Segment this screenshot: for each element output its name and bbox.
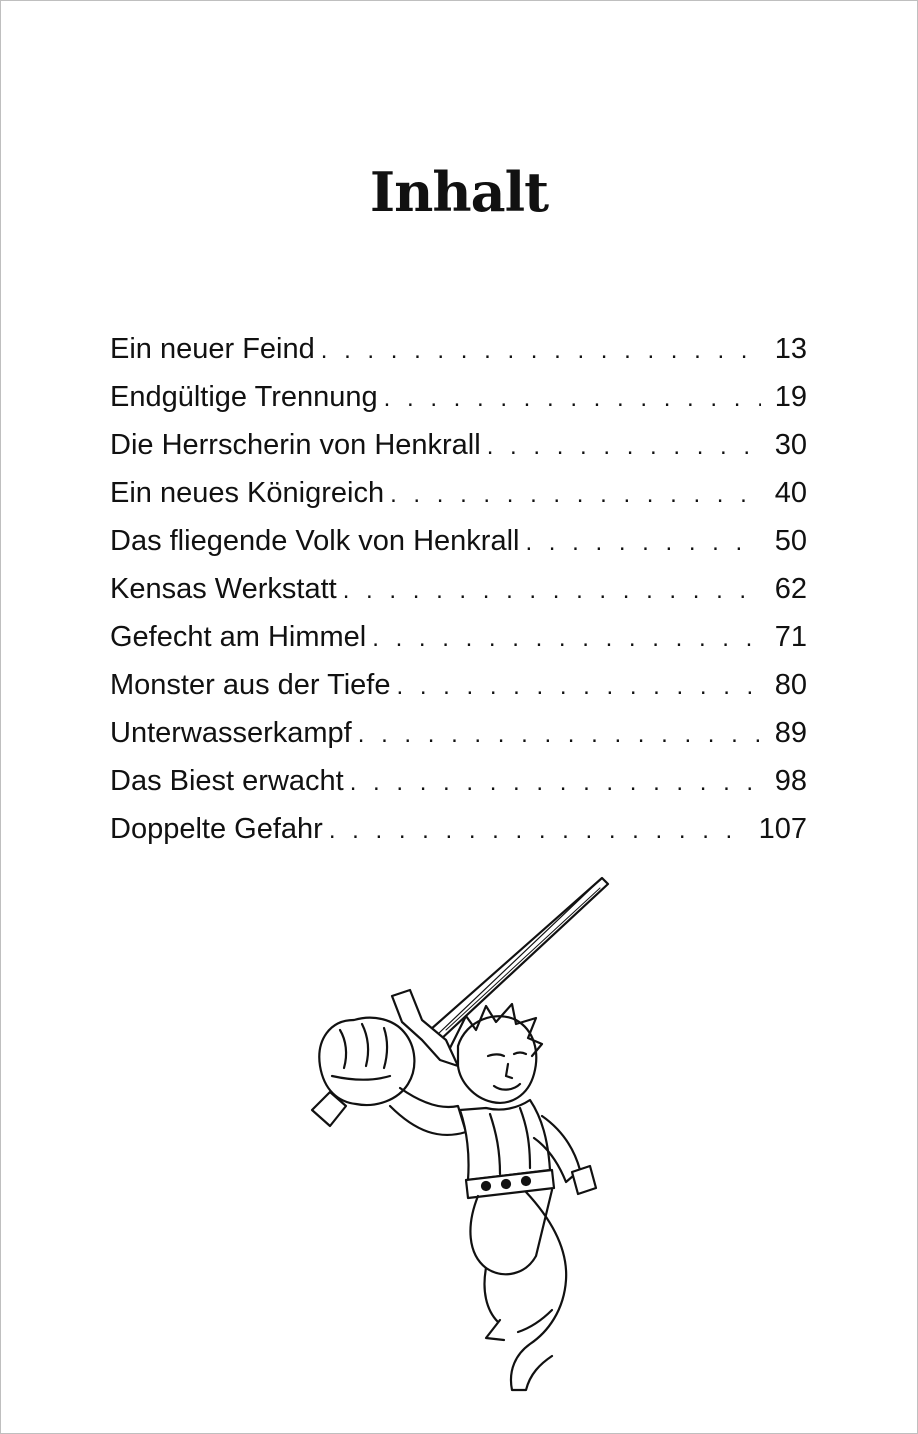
toc-entry-title: Doppelte Gefahr <box>110 813 323 845</box>
toc-entry[interactable] <box>110 469 807 517</box>
toc-entry[interactable] <box>110 613 807 661</box>
toc-entry[interactable] <box>110 709 807 757</box>
toc-entry-page: 40 <box>774 477 807 509</box>
toc-leader-dots <box>343 567 761 615</box>
toc-entry-title: Die Herrscherin von Henkrall <box>110 429 481 461</box>
sword-hero-illustration-icon <box>290 870 630 1400</box>
toc-leader-dots <box>350 759 761 807</box>
toc-entry-title: Kensas Werkstatt <box>110 573 337 605</box>
toc-entry-title: Ein neuer Feind <box>110 333 315 365</box>
toc-entry-title: Gefecht am Himmel <box>110 621 367 653</box>
page-title: Inhalt <box>369 160 549 224</box>
toc-entry[interactable] <box>110 805 807 853</box>
toc-entry[interactable] <box>110 325 807 373</box>
toc-entry-page: 71 <box>774 621 807 653</box>
toc-entry[interactable] <box>110 757 807 805</box>
toc-entry[interactable] <box>110 565 807 613</box>
toc-entry[interactable] <box>110 373 807 421</box>
toc-entry-page: 50 <box>774 525 807 557</box>
toc-leader-dots <box>384 375 761 423</box>
toc-entry-title: Das Biest erwacht <box>110 765 344 797</box>
toc-entry-title: Monster aus der Tiefe <box>110 669 391 701</box>
table-of-contents <box>110 325 807 853</box>
toc-entry[interactable] <box>110 661 807 709</box>
toc-entry-page: 13 <box>774 333 807 365</box>
toc-entry-title: Endgültige Trennung <box>110 381 378 413</box>
toc-leader-dots <box>487 423 761 471</box>
toc-leader-dots <box>390 471 761 519</box>
toc-entry-title: Das fliegende Volk von Henkrall <box>110 525 520 557</box>
toc-entry-page: 19 <box>774 381 807 413</box>
toc-leader-dots <box>396 663 761 711</box>
toc-leader-dots <box>329 807 751 855</box>
toc-entry-page: 62 <box>774 573 807 605</box>
toc-leader-dots <box>321 327 761 375</box>
toc-leader-dots <box>358 711 761 759</box>
toc-entry-page: 98 <box>774 765 807 797</box>
toc-entry-title: Unterwasserkampf <box>110 717 352 749</box>
toc-entry-page: 80 <box>774 669 807 701</box>
toc-leader-dots <box>372 615 761 663</box>
toc-entry[interactable] <box>110 421 807 469</box>
toc-leader-dots <box>525 519 761 567</box>
toc-entry-title: Ein neues Königreich <box>110 477 385 509</box>
toc-entry[interactable] <box>110 517 807 565</box>
toc-entry-page: 89 <box>774 717 807 749</box>
toc-entry-page: 107 <box>758 813 807 845</box>
toc-entry-page: 30 <box>774 429 807 461</box>
